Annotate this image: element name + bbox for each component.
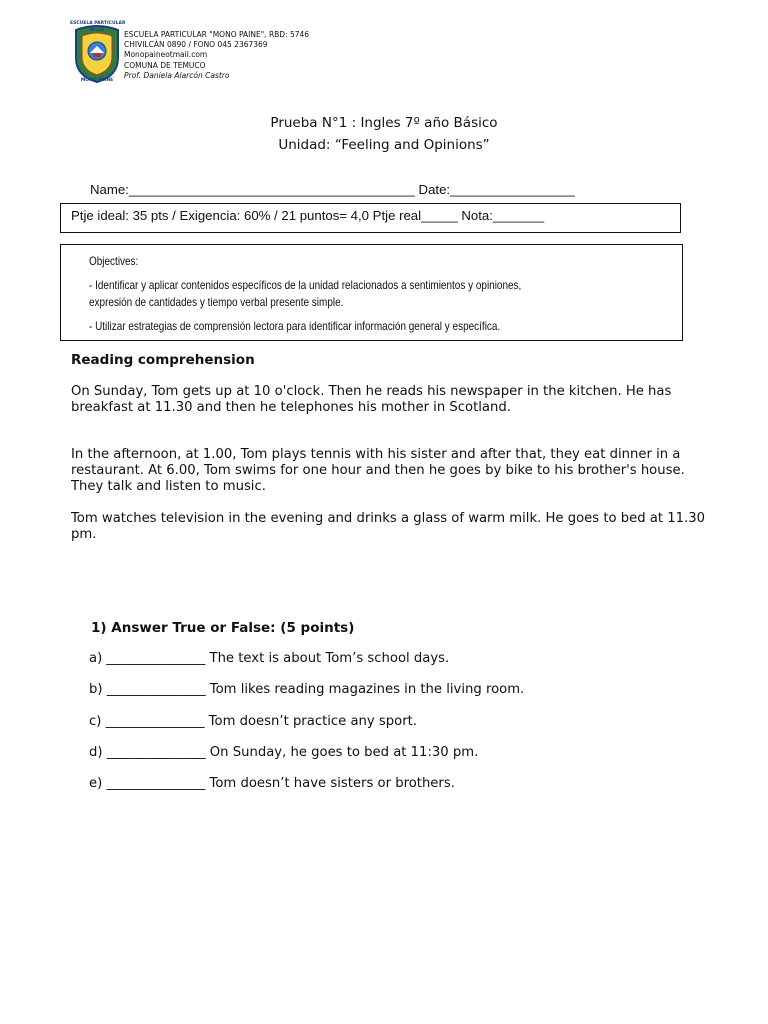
school-info (124, 30, 309, 81)
reading-heading: Reading comprehension (71, 352, 255, 368)
name-date-line: Name:_______________________________________ Date:_________________ (90, 182, 575, 197)
objective-item-2: - Utilizar estrategias de comprensión lectora para identificar información general y específica. (89, 320, 501, 333)
reading-paragraph-3: Tom watches television in the evening and drinks a glass of warm milk. He goes to bed at 11.30 pm. (71, 511, 705, 542)
school-commune-line: COMUNA DE TEMUCO (124, 60, 206, 70)
school-logo (70, 21, 126, 84)
question-item-b: b) _______________ Tom likes reading magazines in the living room. (89, 682, 525, 697)
logo-mid-text: Nº110 (90, 27, 104, 32)
unit-title: Unidad: “Feeling and Opinions” (278, 137, 490, 153)
reading-paragraph-2: In the afternoon, at 1.00, Tom plays tennis with his sister and after that, they eat dinner in a restaurant. At 6.00, Tom swims for one hour and then he goes by bike to his brother's house. They talk and listen to music. (71, 447, 685, 494)
logo-bottom-text: MONO PAINE (80, 78, 114, 83)
logo-top-text: ESCUELA PARTICULAR (70, 21, 126, 26)
objective-item-1-line-2: expresión de cantidades y tiempo verbal presente simple. (89, 296, 344, 309)
school-name-line: ESCUELA PARTICULAR "MONO PAINE", RBD: 5746 (124, 30, 310, 39)
question-1-heading: 1) Answer True or False: (5 points) (91, 620, 355, 636)
question-item-d: d) _______________ On Sunday, he goes to bed at 11:30 pm. (89, 745, 479, 760)
objective-item-1-line-1: - Identificar y aplicar contenidos específicos de la unidad relacionados a sentimientos y opiniones, (89, 279, 522, 292)
school-crest-icon (72, 24, 122, 84)
score-box (60, 203, 681, 233)
teacher-line: Prof. Daniela Alarcón Castro (124, 70, 230, 80)
question-item-c: c) _______________ Tom doesn’t practice any sport. (89, 714, 417, 729)
objectives-heading: Objectives: (89, 255, 139, 268)
test-title: Prueba N°1 : Ingles 7º año Básico (270, 115, 498, 131)
school-email-line: Monopaineotmail.com (124, 50, 208, 60)
question-item-e: e) _______________ Tom doesn’t have sisters or brothers. (89, 776, 455, 791)
score-text: Ptje ideal: 35 pts / Exigencia: 60% / 21 puntos= 4,0 Ptje real_____ Nota:_______ (71, 208, 545, 223)
reading-paragraph-1: On Sunday, Tom gets up at 10 o'clock. Then he reads his newspaper in the kitchen. He has breakfast at 11.30 and then he telephones his mother in Scotland. (71, 384, 672, 415)
objectives-box (60, 244, 683, 341)
question-item-a: a) _______________ The text is about Tom’s school days. (89, 651, 450, 666)
school-address-line: CHIVILCÁN 0890 / FONO 045 2367369 (124, 40, 268, 50)
